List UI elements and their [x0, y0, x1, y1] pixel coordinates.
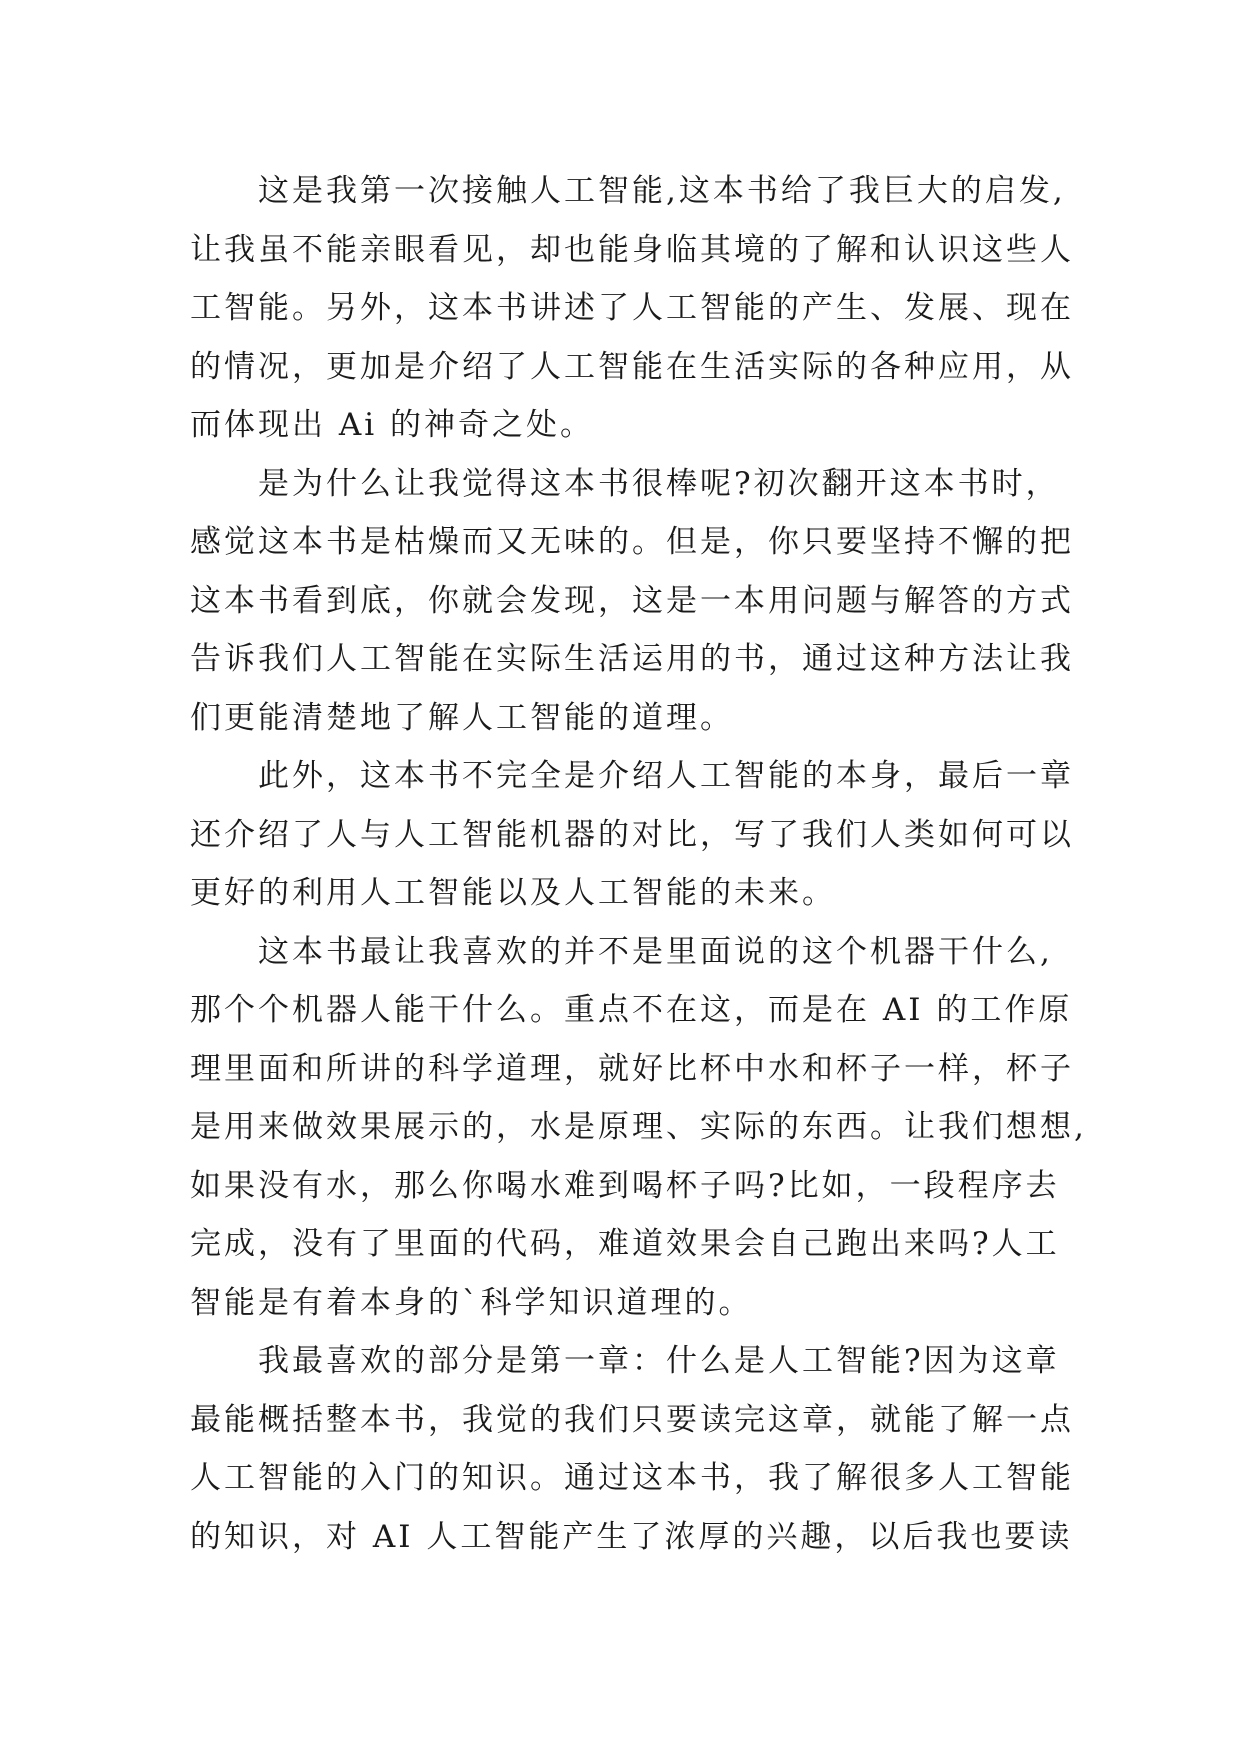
text-line: 是用来做效果展示的，水是原理、实际的东西。让我们想想, [190, 1109, 1087, 1145]
body-text [190, 162, 1087, 1566]
text-line: 那个个机器人能干什么。重点不在这，而是在 AI 的工作原 [190, 992, 1073, 1028]
text-line: 工智能。另外，这本书讲述了人工智能的产生、发展、现在 [190, 290, 1074, 326]
text-line: 这本书看到底，你就会发现，这是一本用问题与解答的方式 [190, 582, 1074, 619]
text-line: 我最喜欢的部分是第一章：什么是人工智能?因为这章 [258, 1343, 1060, 1379]
text-line: 还介绍了人与人工智能机器的对比，写了我们人类如何可以 [190, 816, 1074, 853]
text-line: 告诉我们人工智能在实际生活运用的书，通过这种方法让我 [190, 641, 1074, 677]
text-line: 智能是有着本身的`科学知识道理的。 [190, 1284, 753, 1321]
text-line: 人工智能的入门的知识。通过这本书，我了解很多人工智能 [190, 1460, 1074, 1496]
text-line: 感觉这本书是枯燥而又无味的。但是，你只要坚持不懈的把 [190, 524, 1074, 560]
text-line: 如果没有水，那么你喝水难到喝杯子吗?比如，一段程序去 [190, 1167, 1060, 1204]
text-line: 完成，没有了里面的代码，难道效果会自己跑出来吗?人工 [190, 1226, 1060, 1262]
text-line: 最能概括整本书，我觉的我们只要读完这章，就能了解一点 [190, 1401, 1074, 1438]
text-line: 的知识，对 AI 人工智能产生了浓厚的兴趣，以后我也要读 [190, 1518, 1073, 1555]
text-line: 让我虽不能亲眼看见，却也能身临其境的了解和认识这些人 [190, 231, 1074, 268]
text-line: 此外，这本书不完全是介绍人工智能的本身，最后一章 [258, 758, 1074, 794]
text-line: 而体现出 Ai 的神奇之处。 [190, 407, 595, 443]
text-line: 更好的利用人工智能以及人工智能的未来。 [190, 875, 836, 911]
text-line: 是为什么让我觉得这本书很棒呢?初次翻开这本书时， [258, 465, 1060, 502]
text-line: 这本书最让我喜欢的并不是里面说的这个机器干什么, [258, 933, 1053, 970]
text-line: 理里面和所讲的科学道理，就好比杯中水和杯子一样，杯子 [190, 1050, 1074, 1087]
text-line: 的情况，更加是介绍了人工智能在生活实际的各种应用，从 [190, 348, 1074, 385]
text-line: 这是我第一次接触人工智能,这本书给了我巨大的启发, [258, 173, 1066, 209]
text-line: 们更能清楚地了解人工智能的道理。 [190, 699, 734, 736]
